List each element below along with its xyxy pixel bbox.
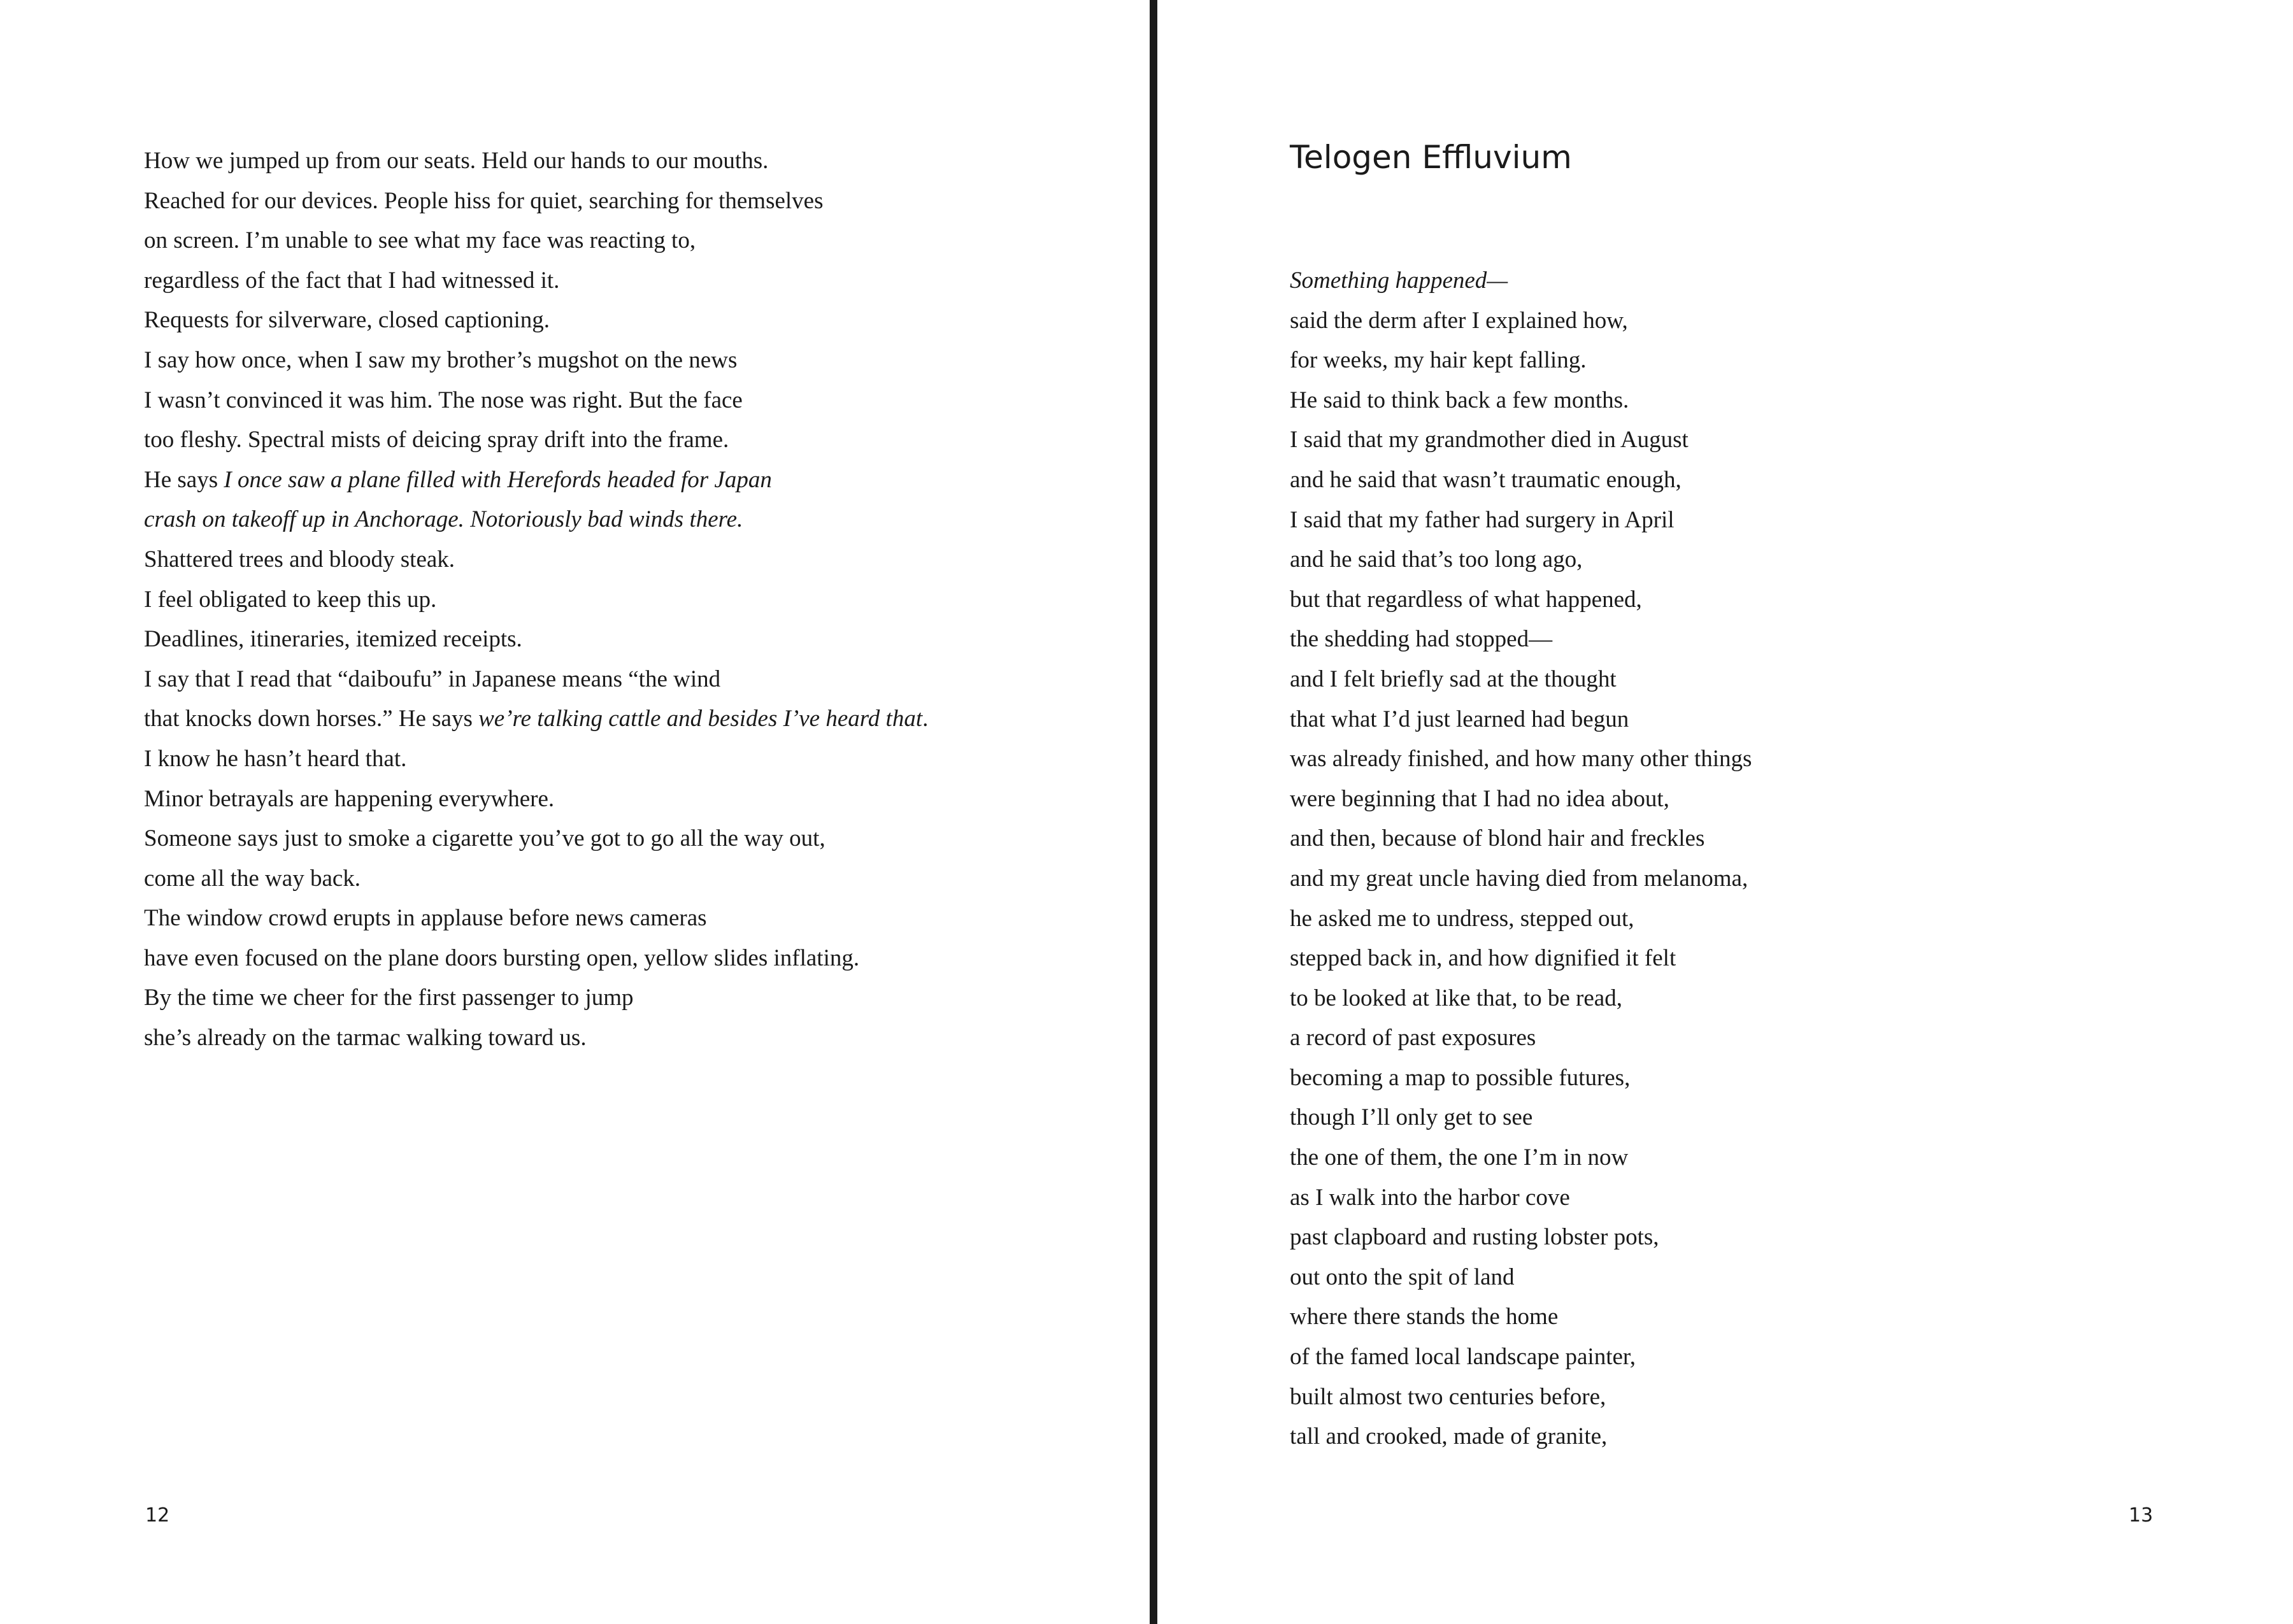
poem-line [1290,1098,1752,1138]
page-number-left: 12 [145,1504,170,1527]
poem-line [1290,939,1752,979]
poem-line [1290,341,1752,381]
poem-line [144,899,928,939]
text-run: Reached for our devices. People hiss for quiet, searching for themselves [144,187,824,214]
text-run: I said that my father had surgery in April [1290,506,1675,533]
text-run: that what I’d just learned had begun [1290,706,1629,732]
text-run: I say that I read that “daiboufu” in Japanese means “the wind [144,666,721,692]
text-run: Deadlines, itineraries, itemized receipts. [144,626,522,653]
poem-line [144,859,928,899]
poem-line [144,739,928,780]
poem-line [144,620,928,660]
text-run: and my great uncle having died from melanoma, [1290,865,1748,892]
text-run: as I walk into the harbor cove [1290,1184,1570,1211]
poem-line [1290,1417,1752,1457]
text-run: were beginning that I had no idea about, [1290,785,1669,812]
poem-line [1290,501,1752,541]
poem-line [1290,1018,1752,1058]
text-run: Shattered trees and bloody steak. [144,546,455,573]
text-run: have even focused on the plane doors bursting open, yellow slides inflating. [144,944,860,971]
text-run: a record of past exposures [1290,1025,1536,1051]
text-run: regardless of the fact that I had witnessed it. [144,267,560,294]
poem-line [144,381,928,421]
poem-line [1290,1337,1752,1378]
text-run: past clapboard and rusting lobster pots, [1290,1224,1659,1251]
right-page [1157,0,2293,1624]
poem-line [1290,819,1752,859]
text-run: and I felt briefly sad at the thought [1290,666,1617,692]
poem-line [144,699,928,739]
poem-line [1290,979,1752,1019]
poem-title: Telogen Effluvium [1290,139,1572,176]
text-run: that knocks down horses.” He says [144,706,479,732]
text-run: He said to think back a few months. [1290,387,1629,413]
text-run: I said that my grandmother died in August [1290,427,1689,453]
text-run: where there stands the home [1290,1304,1559,1330]
text-run: on screen. I’m unable to see what my face was reacting to, [144,227,696,254]
text-run: I know he hasn’t heard that. [144,745,407,772]
poem-line [144,819,928,859]
poem-line [1290,780,1752,820]
poem-line [1290,1218,1752,1258]
poem-line [1290,700,1752,740]
book-gutter [1150,0,1157,1624]
poem-line [1290,660,1752,700]
text-run: . [922,706,929,732]
poem-line [1290,1297,1752,1337]
text-run: he asked me to undress, stepped out, [1290,905,1634,932]
italic-text-run: we’re talking cattle and besides I’ve heard that [478,706,923,732]
text-run: and then, because of blond hair and freckles [1290,825,1705,852]
text-run: too fleshy. Spectral mists of deicing spray drift into the frame. [144,427,729,453]
poem-line [144,141,928,182]
text-run: Requests for silverware, closed captioning. [144,307,550,334]
poem-line [1290,1138,1752,1178]
text-run: becoming a map to possible futures, [1290,1064,1631,1091]
poem-line [144,420,928,460]
text-run: was already finished, and how many other things [1290,746,1752,773]
poem-line [144,780,928,820]
text-run: By the time we cheer for the first passenger to jump [144,985,634,1011]
text-run: for weeks, my hair kept falling. [1290,347,1587,374]
text-run: He says [144,466,224,493]
poem-line [144,261,928,301]
text-run: said the derm after I explained how, [1290,307,1628,334]
text-run: stepped back in, and how dignified it felt [1290,945,1676,972]
text-run: Minor betrayals are happening everywhere. [144,785,555,812]
poem-line [144,978,928,1018]
italic-text-run: Something happened— [1290,267,1508,294]
text-run: but that regardless of what happened, [1290,586,1642,613]
poem-line [1290,381,1752,421]
text-run: How we jumped up from our seats. Held our hands to our mouths. [144,148,769,174]
page-number-right: 13 [2129,1504,2154,1527]
text-run: come all the way back. [144,865,361,892]
poem-line [1290,261,1752,301]
poem-line [1290,859,1752,899]
text-run: I feel obligated to keep this up. [144,586,437,613]
poem-line [1290,739,1752,780]
poem-line [1290,1378,1752,1418]
text-run: the one of them, the one I’m in now [1290,1144,1629,1171]
poem-line [1290,1178,1752,1218]
poem-line [144,660,928,700]
text-run: Someone says just to smoke a cigarette you’ve got to go all the way out, [144,825,825,852]
poem-line [1290,899,1752,939]
poem-line [1290,580,1752,620]
poem-line [1290,1058,1752,1099]
text-run: tall and crooked, made of granite, [1290,1423,1608,1450]
italic-text-run: crash on takeoff up in Anchorage. Notoriously bad winds there. [144,506,743,533]
text-run: I say how once, when I saw my brother’s mugshot on the news [144,346,738,373]
poem-line [144,540,928,580]
text-run: The window crowd erupts in applause before news cameras [144,905,707,932]
poem-line [1290,301,1752,341]
text-run: and he said that wasn’t traumatic enough, [1290,466,1682,493]
left-poem-text [144,141,928,1058]
poem-line [144,500,928,540]
text-run: of the famed local landscape painter, [1290,1344,1636,1371]
poem-line [144,460,928,501]
text-run: to be looked at like that, to be read, [1290,985,1622,1011]
right-poem-text [1290,261,1752,1457]
poem-line [144,580,928,620]
text-run: she’s already on the tarmac walking toward us. [144,1025,587,1051]
poem-line [144,182,928,222]
poem-line [1290,460,1752,501]
poem-line [144,341,928,381]
text-run: I wasn’t convinced it was him. The nose was right. But the face [144,387,743,413]
text-run: and he said that’s too long ago, [1290,546,1583,573]
poem-line [144,301,928,341]
poem-line [1290,1258,1752,1298]
text-run: built almost two centuries before, [1290,1383,1606,1410]
poem-line [1290,620,1752,660]
poem-line [1290,420,1752,460]
italic-text-run: I once saw a plane filled with Herefords headed for Japan [224,466,772,493]
text-run: out onto the spit of land [1290,1264,1515,1290]
poem-line [144,939,928,979]
text-run: the shedding had stopped— [1290,626,1553,653]
poem-line [144,1018,928,1058]
text-run: though I’ll only get to see [1290,1104,1533,1131]
poem-line [144,221,928,261]
poem-line [1290,540,1752,580]
